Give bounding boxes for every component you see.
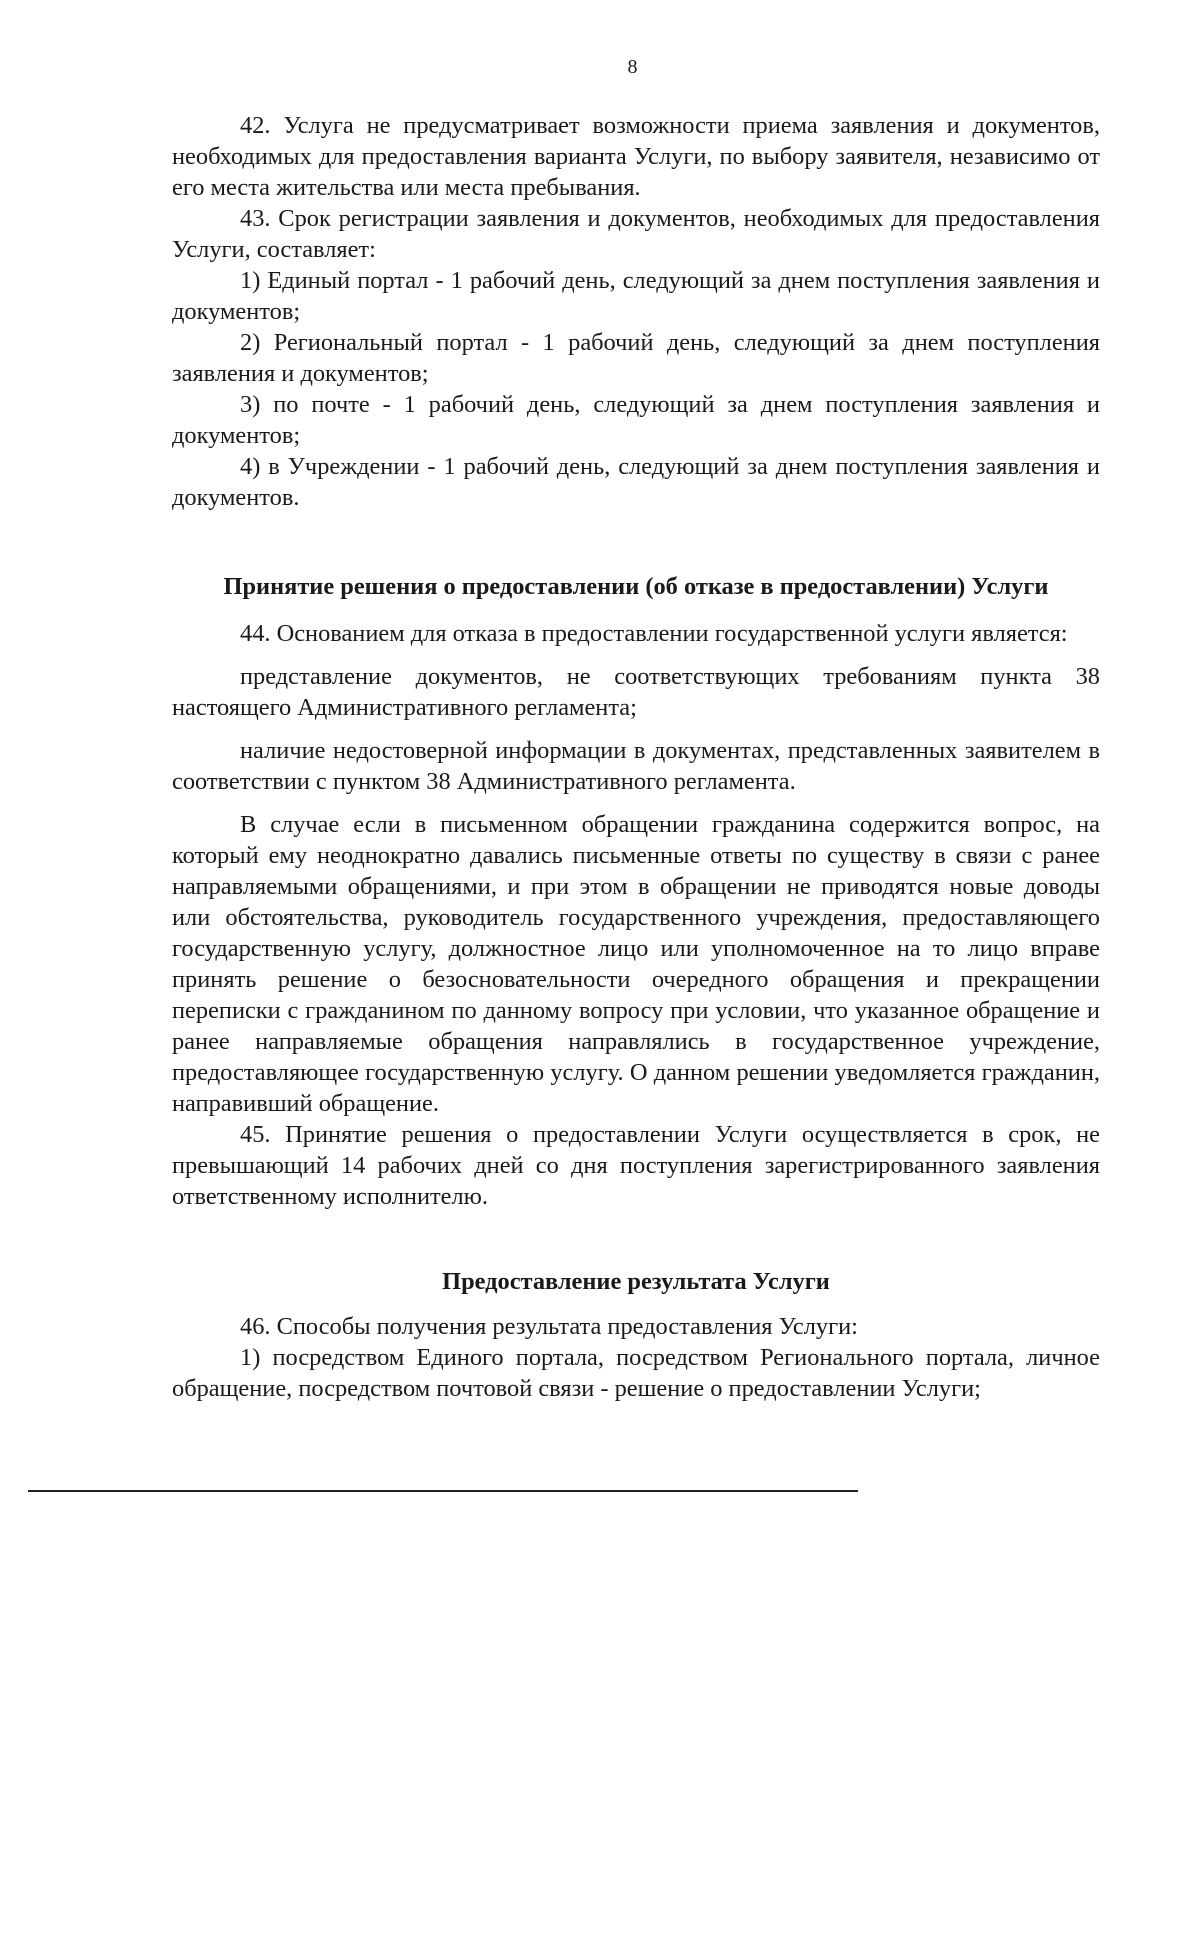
page-number: 8 xyxy=(627,56,638,78)
paragraph-44-reason-1: представление документов, не соответствующих требованиям пункта 38 настоящего Административного регламента; xyxy=(172,663,1100,721)
paragraph-44-reason-2: наличие недостоверной информации в документах, представленных заявителем в соответствии с пунктом 38 Административного регламента. xyxy=(172,737,1100,795)
list-item-46-1: 1) посредством Единого портала, посредством Регионального портала, личное обращение, посредством почтовой связи - решение о предоставлении Услуги; xyxy=(172,1344,1100,1402)
paragraph-repeated-appeal: В случае если в письменном обращении гражданина содержится вопрос, на который ему неоднократно давались письменные ответы по существу в связи с ранее направляемыми обращениями, и при этом в обращении не приводятся новые доводы или обстоятельства, руководитель государственного учреждения, предоставляющего государственную услугу, должностное лицо или уполномоченное на то лицо вправе принять решение о безосновательности очередного обращения и прекращении переписки с гражданином по данному вопросу при условии, что указанное обращение и ранее направляемые обращения направлялись в государственное учреждение, предоставляющее государственную услугу. О данном решении уведомляется гражданин, направивший обращение. xyxy=(172,811,1100,1117)
document-body xyxy=(172,110,1100,1404)
list-item-43-1: 1) Единый портал - 1 рабочий день, следующий за днем поступления заявления и документов; xyxy=(172,267,1100,325)
list-item-43-2: 2) Региональный портал - 1 рабочий день, следующий за днем поступления заявления и документов; xyxy=(172,329,1100,387)
footnote-separator-line xyxy=(28,1490,858,1492)
paragraph-42: 42. Услуга не предусматривает возможности приема заявления и документов, необходимых для предоставления варианта Услуги, по выбору заявителя, независимо от его места жительства или места пребывания. xyxy=(172,112,1100,201)
section-heading-decision: Принятие решения о предоставлении (об отказе в предоставлении) Услуги xyxy=(223,573,1049,600)
list-item-43-3: 3) по почте - 1 рабочий день, следующий за днем поступления заявления и документов; xyxy=(172,391,1100,449)
paragraph-45: 45. Принятие решения о предоставлении Услуги осуществляется в срок, не превышающий 14 рабочих дней со дня поступления зарегистрированного заявления ответственному исполнителю. xyxy=(172,1121,1100,1210)
paragraph-43: 43. Срок регистрации заявления и документов, необходимых для предоставления Услуги, составляет: xyxy=(172,205,1100,263)
paragraph-44: 44. Основанием для отказа в предоставлении государственной услуги является: xyxy=(240,620,1068,647)
list-item-43-4: 4) в Учреждении - 1 рабочий день, следующий за днем поступления заявления и документов. xyxy=(172,453,1100,511)
section-heading-result: Предоставление результата Услуги xyxy=(442,1268,830,1295)
paragraph-46: 46. Способы получения результата предоставления Услуги: xyxy=(240,1313,858,1340)
